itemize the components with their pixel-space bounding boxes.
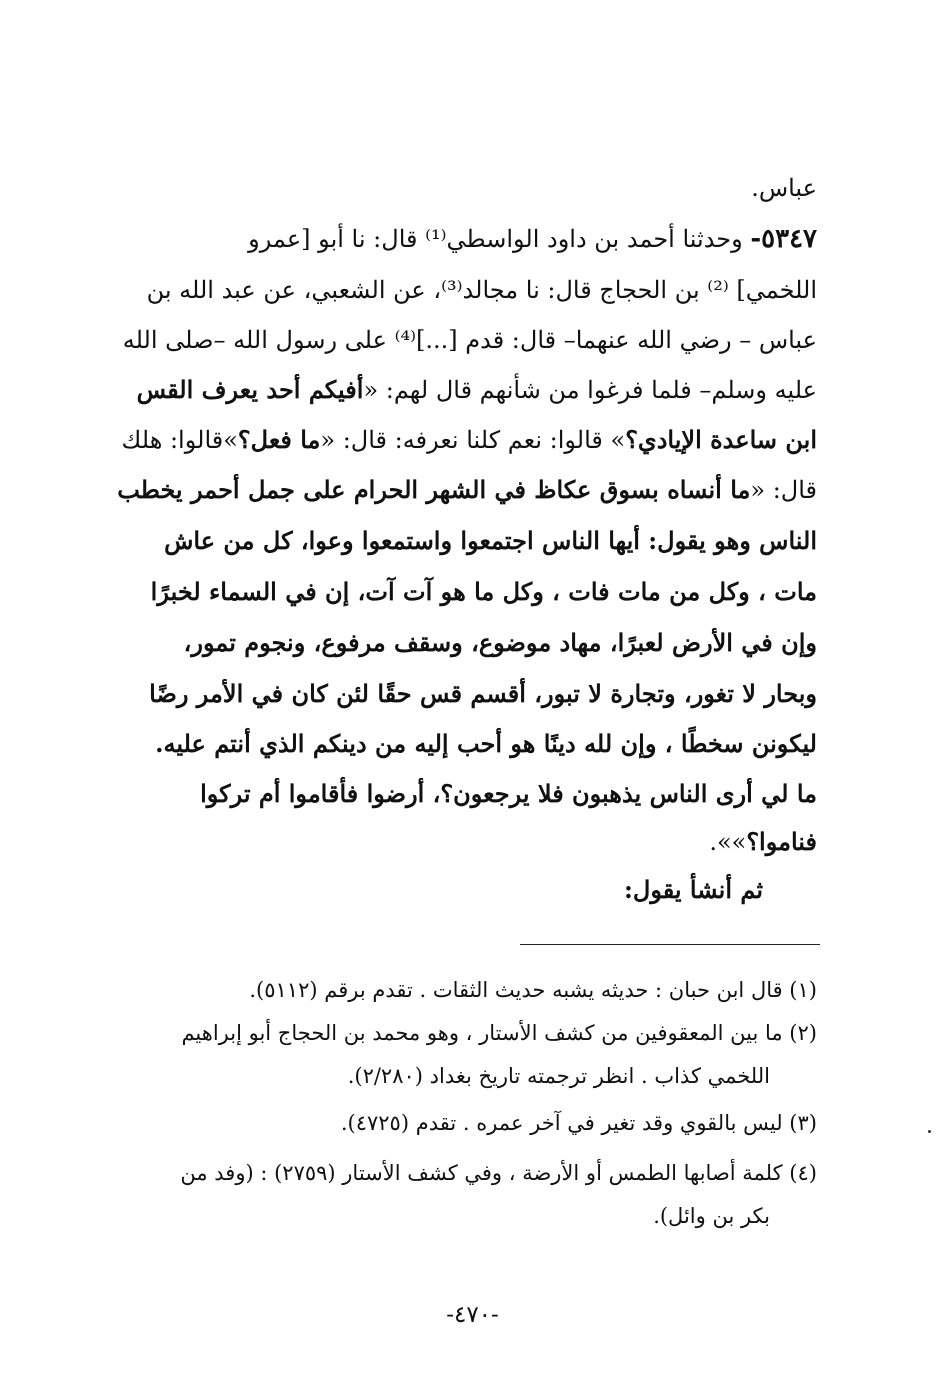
hadith-line-2	[147, 270, 817, 310]
hadith-line-7-text: الناس وهو يقول: أيها الناس اجتمعوا واستمعوا وعوا، كل من عاش	[164, 526, 817, 555]
hadith-line-10-text: وبحار لا تغور، وتجارة لا تبور، أقسم قس حقًا لئن كان في الأمر رضًا	[149, 679, 817, 708]
footnote-3	[341, 1105, 817, 1141]
hadith-line-9	[184, 623, 817, 663]
hadith-line-13	[709, 822, 817, 862]
footnote-1-text: (١) قال ابن حبان : حديثه يشبه حديث الثقات . تقدم برقم (٥١١٢).	[249, 978, 817, 1002]
hadith-line-5-quote: ابن ساعدة الإيادي؟	[625, 425, 817, 454]
hadith-line-8-text: مات ، وكل من مات فات ، وكل ما هو آت آت، إن في السماء لخبرًا	[150, 577, 817, 606]
hadith-line-4	[137, 370, 817, 410]
footnote-2-text: (٢) ما بين المعقوفين من كشف الأستار ، وهو محمد بن الحجاج أبو إبراهيم	[181, 1021, 817, 1045]
hadith-line-6-text: قال: «	[750, 476, 817, 504]
footnote-2	[181, 1015, 817, 1051]
hadith-line-2-text: اللخمي] ⁽²⁾ بن الحجاج قال: نا مجالد⁽³⁾، عن الشعبي، عن عبد الله بن	[146, 276, 817, 304]
hadith-line-11-text: ليكونن سخطًا ، وإن لله دينًا هو أحب إليه من دينكم الذي أنتم عليه.	[155, 729, 817, 758]
footnote-4	[180, 1155, 817, 1191]
hadith-line-1	[248, 219, 817, 259]
hadith-line-8	[151, 572, 817, 612]
scan-speck	[928, 1130, 931, 1133]
opening-line-text: عباس.	[751, 174, 817, 202]
hadith-line-1-text: وحدثنا أحمد بن داود الواسطي⁽¹⁾ قال: نا أبو [عمرو	[248, 225, 751, 253]
footnote-1	[249, 972, 817, 1008]
hadith-line-13-quote: فناموا؟	[746, 827, 817, 856]
hadith-line-5-quote-b: ما فعل؟	[237, 425, 321, 454]
hadith-line-6	[117, 470, 817, 510]
hadith-line-13-text: »».	[709, 828, 747, 856]
hadith-line-12	[200, 774, 817, 814]
opening-line	[751, 168, 817, 208]
hadith-line-5-text-c: »قالوا: هلك	[121, 426, 238, 454]
hadith-line-4-quote: أفيكم أحد يعرف القس	[136, 375, 364, 404]
verse-intro	[624, 870, 763, 910]
footnote-2-continuation-text: اللخمي كذاب . انظر ترجمته تاريخ بغداد (٢/٢٨٠).	[347, 1064, 770, 1088]
footnote-3-text: (٣) ليس بالقوي وقد تغير في آخر عمره . تقدم (٤٧٢٥).	[340, 1111, 817, 1135]
hadith-line-6-quote: ما أنساه بسوق عكاظ في الشهر الحرام على جمل أحمر يخطب	[117, 475, 751, 504]
hadith-line-3	[123, 320, 817, 360]
hadith-line-9-text: وإن في الأرض لعبرًا، مهاد موضوع، وسقف مرفوع، ونجوم تمور،	[183, 628, 817, 657]
page-number: -٤٧٠-	[446, 1302, 499, 1328]
footnote-4-continuation	[653, 1198, 770, 1234]
hadith-line-7	[164, 521, 817, 561]
footnote-divider	[520, 944, 820, 945]
footnote-2-continuation	[348, 1058, 770, 1094]
hadith-line-4-text: عليه وسلم– فلما فرغوا من شأنهم قال لهم: «	[363, 376, 817, 404]
hadith-line-10	[149, 674, 817, 714]
footnote-4-continuation-text: بكر بن وائل).	[653, 1204, 770, 1228]
hadith-line-5-text-a: » قالوا: نعم كلنا نعرفه: قال: «	[320, 426, 626, 454]
verse-intro-text: ثم أنشأ يقول:	[624, 875, 763, 904]
hadith-line-11	[155, 724, 817, 764]
hadith-line-5	[122, 420, 817, 460]
footnote-4-text: (٤) كلمة أصابها الطمس أو الأرضة ، وفي كشف الأستار (٢٧٥٩) : (وفد من	[180, 1161, 817, 1185]
hadith-line-3-text: عباس – رضي الله عنهما– قال: قدم [...]⁽⁴⁾ على رسول الله –صلى الله	[122, 326, 817, 354]
hadith-number: ٥٣٤٧-	[750, 224, 817, 254]
hadith-line-12-text: ما لي أرى الناس يذهبون فلا يرجعون؟، أرضوا فأقاموا أم تركوا	[200, 779, 817, 808]
